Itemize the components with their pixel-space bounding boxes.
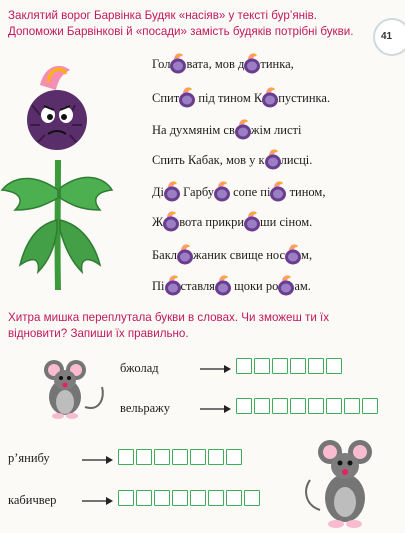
poem-fragment: Гарбу [180, 185, 214, 199]
letter-box[interactable] [236, 398, 252, 414]
thistle-blot-icon[interactable] [245, 58, 259, 71]
thistle-blot-icon[interactable] [216, 280, 230, 293]
letter-box[interactable] [118, 490, 134, 506]
poem-fragment: Пі [152, 279, 165, 293]
scrambled-word: бжолад [120, 361, 159, 375]
answer-boxes [236, 398, 378, 414]
letter-box[interactable] [244, 490, 260, 506]
letter-box[interactable] [308, 398, 324, 414]
poem-fragment: тинка, [260, 57, 294, 71]
poem-fragment: м, [301, 248, 313, 262]
letter-box[interactable] [344, 398, 360, 414]
poem-fragment: Ж [152, 215, 164, 229]
letter-box[interactable] [226, 449, 242, 465]
letter-box[interactable] [172, 449, 188, 465]
letter-box[interactable] [272, 358, 288, 374]
letter-box[interactable] [136, 490, 152, 506]
poem-fragment: вота прикри [179, 215, 245, 229]
mouse-icon [30, 352, 110, 422]
thistle-blot-icon[interactable] [236, 124, 250, 137]
poem-fragment: вата, мов д [186, 57, 245, 71]
task-2-instruction: Хитра мишка переплутала букви в словах. Чи зможеш ти їх відновити? Запиши їх правильно. [8, 311, 330, 340]
thistle-blot-icon[interactable] [286, 249, 300, 262]
poem-line [152, 247, 312, 263]
letter-box[interactable] [154, 490, 170, 506]
letter-box[interactable] [236, 358, 252, 374]
poem-line [152, 122, 301, 138]
poem-fragment: Бакл [152, 248, 178, 262]
arrow-right-icon [82, 493, 114, 503]
letter-box[interactable] [208, 490, 224, 506]
poem-fragment: лисці. [280, 153, 313, 167]
poem-fragment: щоки ро [230, 279, 279, 293]
poem-line [152, 184, 325, 200]
poem-fragment: жім листі [250, 123, 302, 137]
answer-boxes [118, 490, 260, 506]
thistle-blot-icon[interactable] [215, 186, 229, 199]
thistle-character-icon [0, 60, 120, 300]
poem-fragment: сопе пі [229, 185, 271, 199]
task-1-instruction: Заклятий ворог Барвінка Будяк «насіяв» у тексті бур’янів. Допоможи Барвінкові й «посади» замість будяків потрібні букви. [8, 9, 354, 38]
letter-box[interactable] [326, 358, 342, 374]
letter-box[interactable] [308, 358, 324, 374]
letter-box[interactable] [254, 398, 270, 414]
thistle-blot-icon[interactable] [164, 216, 178, 229]
poem-fragment: жаник свище нос [193, 248, 286, 262]
answer-boxes [236, 358, 342, 374]
poem-fragment: ставля [180, 279, 215, 293]
poem-fragment: ам. [294, 279, 311, 293]
thistle-blot-icon[interactable] [263, 92, 277, 105]
arrow-right-icon [200, 361, 232, 371]
letter-box[interactable] [362, 398, 378, 414]
letter-box[interactable] [290, 358, 306, 374]
poem-fragment: ши сіном. [260, 215, 313, 229]
thistle-blot-icon[interactable] [178, 249, 192, 262]
poem-line [152, 214, 312, 230]
thistle-blot-icon[interactable] [180, 92, 194, 105]
arrow-right-icon [200, 401, 232, 411]
letter-box[interactable] [290, 398, 306, 414]
page-number: 41 [373, 18, 405, 56]
poem-line [152, 56, 294, 72]
arrow-right-icon [82, 452, 114, 462]
scrambled-word: вельражу [120, 401, 170, 415]
scrambled-word: р’янибу [8, 451, 50, 465]
poem-fragment: Ді [152, 185, 164, 199]
poem-fragment: Спить Кабак, мов у к [152, 153, 265, 167]
answer-boxes [118, 449, 242, 465]
letter-box[interactable] [172, 490, 188, 506]
poem-fragment: Гол [152, 57, 171, 71]
poem-fragment: Спит [152, 91, 180, 105]
mouse-icon [300, 430, 390, 530]
letter-box[interactable] [118, 449, 134, 465]
letter-box[interactable] [136, 449, 152, 465]
thistle-blot-icon[interactable] [165, 186, 179, 199]
poem-fragment: пустинка. [278, 91, 331, 105]
letter-box[interactable] [190, 449, 206, 465]
thistle-blot-icon[interactable] [271, 186, 285, 199]
thistle-blot-icon[interactable] [266, 154, 280, 167]
letter-box[interactable] [272, 398, 288, 414]
poem-fragment: під тином К [195, 91, 263, 105]
poem-line [152, 90, 330, 106]
poem-line [152, 278, 311, 294]
poem-fragment: На духмянім св [152, 123, 235, 137]
letter-box[interactable] [226, 490, 242, 506]
poem-line [152, 152, 312, 168]
thistle-blot-icon[interactable] [245, 216, 259, 229]
letter-box[interactable] [190, 490, 206, 506]
letter-box[interactable] [254, 358, 270, 374]
thistle-blot-icon[interactable] [279, 280, 293, 293]
thistle-blot-icon[interactable] [171, 58, 185, 71]
letter-box[interactable] [208, 449, 224, 465]
letter-box[interactable] [326, 398, 342, 414]
scrambled-word: кабичвер [8, 493, 57, 507]
poem-fragment: тином, [286, 185, 326, 199]
thistle-blot-icon[interactable] [166, 280, 180, 293]
letter-box[interactable] [154, 449, 170, 465]
